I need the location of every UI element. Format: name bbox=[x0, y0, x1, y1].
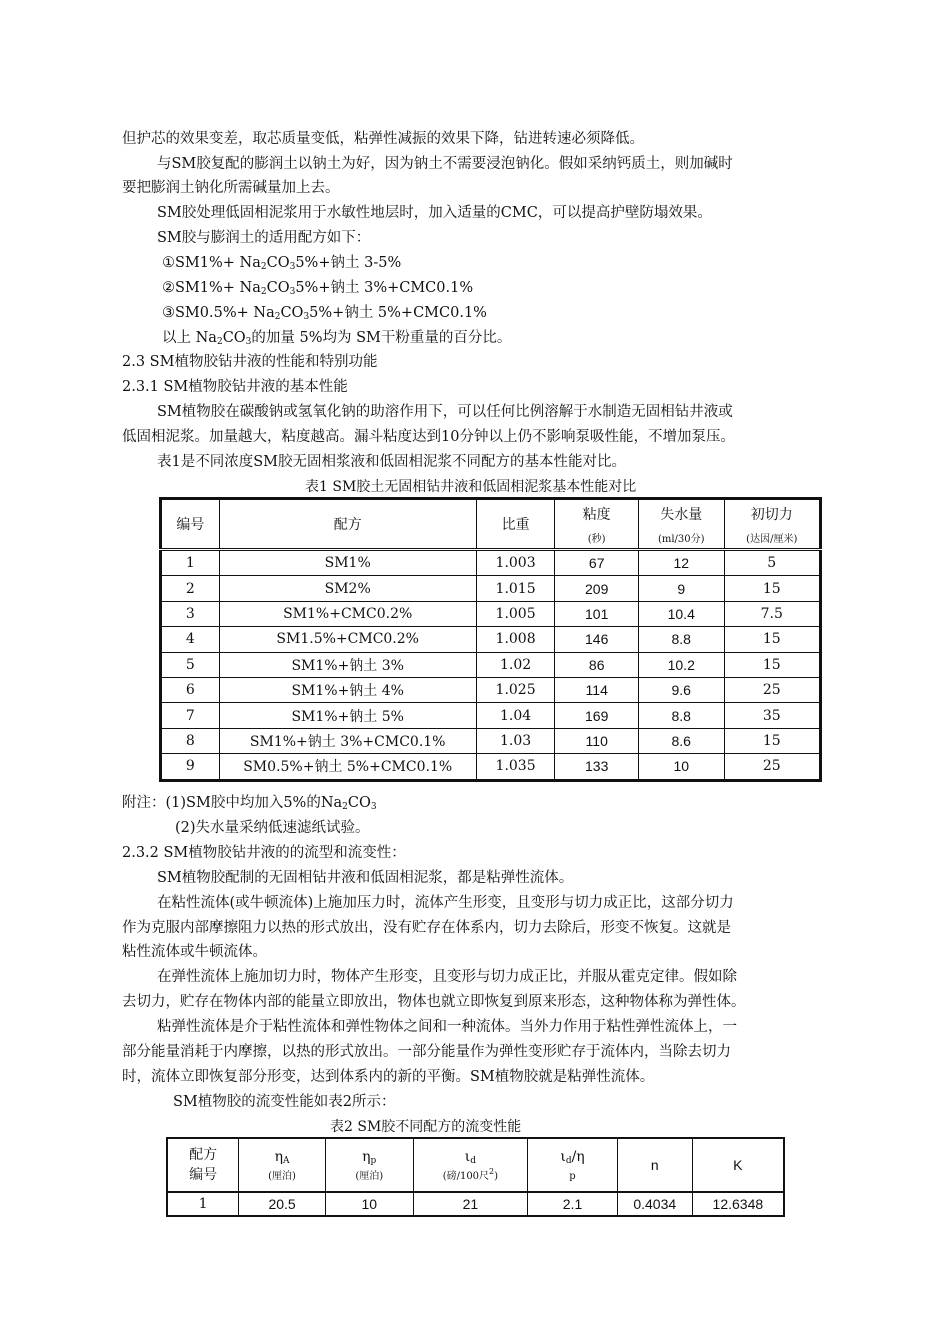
cell-gel: 7.5 bbox=[724, 601, 820, 626]
cell-id: 1 bbox=[167, 1192, 239, 1216]
paragraph-line: 在粘性流体(或牛顿流体)上施加压力时，流体产生形变，且变形与切力成正比，这部分切力 bbox=[157, 895, 734, 911]
cell-density: 1.003 bbox=[476, 550, 555, 576]
table-row bbox=[161, 601, 821, 626]
cell-viscosity: 146 bbox=[555, 627, 639, 652]
table2-caption: 表2 SM胶不同配方的流变性能 bbox=[330, 1119, 522, 1135]
cell-fluid-loss: 8.8 bbox=[638, 703, 724, 728]
table2-header-tau-d: $\iota_d$ (磅/100尺$^2$) bbox=[413, 1138, 528, 1192]
table-note-1: 附注：(1)SM胶中均加入5%的$Na_2CO_3$ bbox=[122, 795, 377, 812]
table2-header-id: 配方 编号 bbox=[167, 1138, 239, 1192]
table-row bbox=[167, 1192, 784, 1216]
paragraph-line: SM胶与膨润土的适用配方如下： bbox=[157, 230, 371, 246]
paragraph-line: SM植物胶配制的无固相钻井液和低固相泥浆，都是粘弹性流体。 bbox=[157, 870, 574, 886]
cell-id: 2 bbox=[161, 576, 220, 601]
table1-header-density: 比重 bbox=[476, 499, 555, 550]
table1-header-row bbox=[161, 499, 821, 550]
table-row bbox=[161, 677, 821, 702]
cell-density: 1.02 bbox=[476, 652, 555, 677]
table1-header-viscosity: 粘度 (秒) bbox=[555, 499, 639, 550]
cell-gel: 15 bbox=[724, 576, 820, 601]
paragraph-line: 部分能量消耗于内摩擦，以热的形式放出。一部分能量作为弹性变形贮存于流体内，当除去切力 bbox=[122, 1044, 731, 1060]
cell-formula: SM1%+钠土 4% bbox=[219, 677, 476, 702]
cell-density: 1.04 bbox=[476, 703, 555, 728]
table1-header-fluid-loss: 失水量 (ml/30分) bbox=[638, 499, 724, 550]
table2-header-eta-p: $\eta_p$ (厘泊) bbox=[325, 1138, 413, 1192]
paragraph-line: 在弹性流体上施加切力时，物体产生形变，且变形与切力成正比，并服从霍克定律。假如除 bbox=[157, 969, 737, 985]
cell-density: 1.035 bbox=[476, 754, 555, 780]
paragraph-line: 粘弹性流体是介于粘性流体和弹性物体之间和一种流体。当外力作用于粘性弹性流体上，一 bbox=[157, 1019, 737, 1035]
cell-density: 1.008 bbox=[476, 627, 555, 652]
table1 bbox=[159, 497, 822, 782]
formula-line-2: ②SM1%+ $Na_2CO_35\%+$钠土 3%+CMC0.1% bbox=[162, 280, 474, 297]
paragraph-line: SM胶处理低固相泥浆用于水敏性地层时，加入适量的CMC，可以提高护壁防塌效果。 bbox=[157, 205, 712, 221]
cell-density: 1.03 bbox=[476, 728, 555, 753]
cell-density: 1.015 bbox=[476, 576, 555, 601]
table2-header-eta-a: $\eta_A$ (厘泊) bbox=[239, 1138, 326, 1192]
cell-viscosity: 169 bbox=[555, 703, 639, 728]
table2-header-row bbox=[167, 1138, 784, 1192]
cell-id: 7 bbox=[161, 703, 220, 728]
table-row bbox=[161, 754, 821, 780]
cell-fluid-loss: 10 bbox=[638, 754, 724, 780]
cell-viscosity: 110 bbox=[555, 728, 639, 753]
cell-formula: SM2% bbox=[219, 576, 476, 601]
paragraph-line: 表1是不同浓度SM胶无固相浆液和低固相泥浆不同配方的基本性能对比。 bbox=[157, 454, 627, 470]
cell-formula: SM1%+钠土 3%+CMC0.1% bbox=[219, 728, 476, 753]
paragraph-line: 去切力，贮存在物体内部的能量立即放出，物体也就立即恢复到原来形态，这种物体称为弹性体。 bbox=[122, 994, 746, 1010]
paragraph-line: 粘性流体或牛顿流体。 bbox=[122, 944, 267, 960]
cell-formula: SM1%+钠土 3% bbox=[219, 652, 476, 677]
table-row bbox=[161, 652, 821, 677]
cell-density: 1.005 bbox=[476, 601, 555, 626]
cell-formula: SM1.5%+CMC0.2% bbox=[219, 627, 476, 652]
cell-gel: 5 bbox=[724, 550, 820, 576]
paragraph-line: 作为克服内部摩擦阻力以热的形式放出，没有贮存在体系内，切力去除后，形变不恢复。这就是 bbox=[122, 920, 731, 936]
cell-fluid-loss: 9.6 bbox=[638, 677, 724, 702]
cell-eta-p: 10 bbox=[325, 1192, 413, 1216]
table1-header-gel: 初切力 (达因/厘米) bbox=[724, 499, 820, 550]
cell-density: 1.025 bbox=[476, 677, 555, 702]
table-row bbox=[161, 550, 821, 576]
cell-fluid-loss: 9 bbox=[638, 576, 724, 601]
cell-gel: 15 bbox=[724, 627, 820, 652]
cell-fluid-loss: 8.6 bbox=[638, 728, 724, 753]
cell-gel: 15 bbox=[724, 652, 820, 677]
formula-note: 以上 $Na_2CO_3$的加量 5%均为 SM干粉重量的百分比。 bbox=[162, 330, 512, 347]
cell-gel: 25 bbox=[724, 754, 820, 780]
cell-viscosity: 101 bbox=[555, 601, 639, 626]
paragraph-line: 但护芯的效果变差，取芯质量变低，粘弹性减振的效果下降，钻进转速必须降低。 bbox=[122, 131, 644, 147]
formula-line-1: ①SM1%+ $Na_2CO_35\%+$钠土 3-5% bbox=[162, 255, 402, 272]
subsection-heading: 2.3.1 SM植物胶钻井液的基本性能 bbox=[122, 379, 348, 395]
cell-ratio: 2.1 bbox=[528, 1192, 618, 1216]
paragraph-line: 与SM胶复配的膨润土以钠土为好，因为钠土不需要浸泡钠化。假如采纳钙质土，则加碱时 bbox=[157, 156, 733, 172]
table-row bbox=[161, 576, 821, 601]
table-row bbox=[161, 728, 821, 753]
cell-viscosity: 67 bbox=[555, 550, 639, 576]
table1-header-formula: 配方 bbox=[219, 499, 476, 550]
table-row bbox=[161, 703, 821, 728]
cell-id: 6 bbox=[161, 677, 220, 702]
cell-gel: 15 bbox=[724, 728, 820, 753]
cell-eta-a: 20.5 bbox=[239, 1192, 326, 1216]
table-row bbox=[161, 627, 821, 652]
cell-n: 0.4034 bbox=[617, 1192, 692, 1216]
table2-header-ratio: $\iota_d/\eta$ p bbox=[528, 1138, 618, 1192]
table1-caption: 表1 SM胶土无固相钻井液和低固相泥浆基本性能对比 bbox=[305, 479, 637, 495]
paragraph-line: SM植物胶在碳酸钠或氢氧化钠的助溶作用下，可以任何比例溶解于水制造无固相钻井液或 bbox=[157, 404, 733, 420]
cell-formula: SM1%+钠土 5% bbox=[219, 703, 476, 728]
subsection-heading: 2.3.2 SM植物胶钻井液的的流型和流变性： bbox=[122, 845, 406, 861]
paragraph-line: 时，流体立即恢复部分形变，达到体系内的新的平衡。SM植物胶就是粘弹性流体。 bbox=[122, 1069, 655, 1085]
cell-gel: 25 bbox=[724, 677, 820, 702]
cell-id: 3 bbox=[161, 601, 220, 626]
cell-formula: SM0.5%+钠土 5%+CMC0.1% bbox=[219, 754, 476, 780]
paragraph-line: 低固相泥浆。加量越大，粘度越高。漏斗粘度达到10分钟以上仍不影响泵吸性能，不增加泵压。 bbox=[122, 429, 735, 445]
cell-fluid-loss: 12 bbox=[638, 550, 724, 576]
cell-tau-d: 21 bbox=[413, 1192, 528, 1216]
cell-k: 12.6348 bbox=[692, 1192, 784, 1216]
section-heading: 2.3 SM植物胶钻井液的性能和特别功能 bbox=[122, 354, 378, 370]
cell-gel: 35 bbox=[724, 703, 820, 728]
cell-id: 4 bbox=[161, 627, 220, 652]
cell-fluid-loss: 8.8 bbox=[638, 627, 724, 652]
paragraph-line: SM植物胶的流变性能如表2所示： bbox=[173, 1094, 396, 1110]
table-note-2: (2)失水量采纳低速滤纸试验。 bbox=[175, 820, 370, 836]
table1-header-id: 编号 bbox=[161, 499, 220, 550]
cell-viscosity: 209 bbox=[555, 576, 639, 601]
cell-formula: SM1% bbox=[219, 550, 476, 576]
cell-fluid-loss: 10.4 bbox=[638, 601, 724, 626]
cell-id: 8 bbox=[161, 728, 220, 753]
cell-id: 9 bbox=[161, 754, 220, 780]
cell-id: 1 bbox=[161, 550, 220, 576]
cell-formula: SM1%+CMC0.2% bbox=[219, 601, 476, 626]
formula-line-3: ③SM0.5%+ $Na_2CO_35\%+$钠土 5%+CMC0.1% bbox=[162, 305, 487, 322]
cell-viscosity: 114 bbox=[555, 677, 639, 702]
table2-header-k: K bbox=[692, 1138, 784, 1192]
paragraph-line: 要把膨润土钠化所需碱量加上去。 bbox=[122, 180, 340, 196]
cell-viscosity: 86 bbox=[555, 652, 639, 677]
cell-id: 5 bbox=[161, 652, 220, 677]
cell-fluid-loss: 10.2 bbox=[638, 652, 724, 677]
cell-viscosity: 133 bbox=[555, 754, 639, 780]
table2 bbox=[166, 1137, 785, 1217]
table2-header-n: n bbox=[617, 1138, 692, 1192]
